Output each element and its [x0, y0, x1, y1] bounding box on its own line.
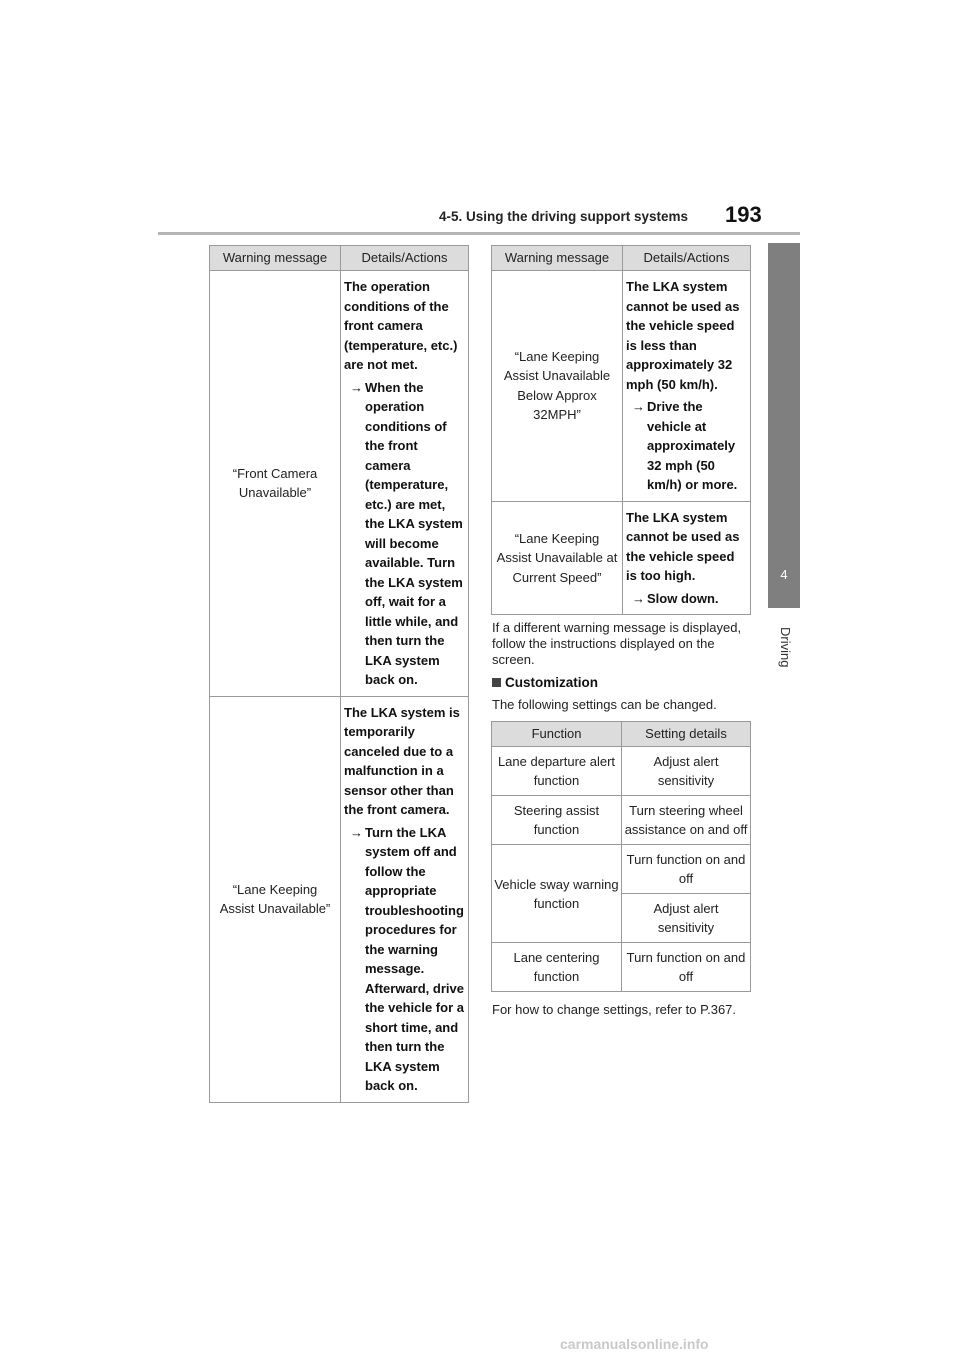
details-actions: [341, 271, 469, 697]
warning-message: “Lane Keeping Assist Unavailable Below Approx 32MPH”: [492, 271, 623, 502]
arrow-icon: →: [350, 379, 363, 395]
chapter-number: 4: [780, 567, 788, 582]
table-header-row: [210, 246, 469, 271]
detail-text: The LKA system is temporarily canceled due to a malfunction in a sensor other than the front camera.: [344, 704, 460, 817]
action-item: [626, 589, 746, 609]
warning-message: “Front Camera Unavailable”: [210, 271, 341, 697]
warning-message: “Lane Keeping Assist Unavailable”: [210, 696, 341, 1102]
arrow-icon: →: [632, 399, 645, 414]
table-row: [492, 271, 751, 502]
header-divider: [158, 232, 800, 235]
watermark: carmanualsonline.info: [560, 1336, 709, 1352]
table-row: [210, 271, 469, 697]
setting-cell: Adjust alert sensitivity: [622, 894, 751, 943]
action-text: Drive the vehicle at approximately 32 mph (50 km/h) or more.: [647, 399, 738, 492]
action-text: When the operation conditions of the front camera (temperature, etc.) are met, the LKA system will become available. Turn the LKA system off, wait for a little while, and then turn the LKA system back on.: [365, 379, 463, 687]
table-row: [492, 747, 751, 796]
page-number: 193: [725, 202, 762, 227]
warning-message: “Lane Keeping Assist Unavailable at Current Speed”: [492, 501, 623, 615]
chapter-tab-box: [768, 243, 800, 608]
arrow-icon: →: [632, 590, 645, 606]
table-row: [492, 845, 751, 894]
setting-cell: Adjust alert sensitivity: [622, 747, 751, 796]
warning-table-left: [209, 245, 469, 1103]
function-cell: Steering assist function: [492, 796, 622, 845]
warning-table-right: [491, 245, 751, 615]
column-header: Warning message: [210, 246, 341, 271]
column-header: Details/Actions: [341, 246, 469, 271]
intro-text: The following settings can be changed.: [492, 697, 717, 712]
function-cell: Lane departure alert function: [492, 747, 622, 796]
table-header-row: [492, 246, 751, 271]
details-actions: [341, 696, 469, 1102]
footnote-text: For how to change settings, refer to P.367.: [492, 1002, 737, 1017]
details-actions: [623, 501, 751, 615]
section-heading: [492, 675, 598, 690]
chapter-label: Driving: [778, 627, 793, 668]
setting-cell: Turn steering wheel assistance on and off: [622, 796, 751, 845]
table-row: [210, 696, 469, 1102]
section-heading-text: Customization: [505, 675, 598, 690]
table-row: [492, 796, 751, 845]
setting-cell: Turn function on and off: [622, 845, 751, 894]
column-header: Function: [492, 722, 622, 747]
column-header: Warning message: [492, 246, 623, 271]
table-header-row: [492, 722, 751, 747]
table-row: [492, 943, 751, 992]
settings-table: [491, 721, 751, 992]
detail-text: The LKA system cannot be used as the vehicle speed is too high.: [626, 509, 740, 583]
action-item: [626, 397, 746, 495]
note-text: If a different warning message is displayed, follow the instructions displayed on the screen.: [492, 620, 742, 667]
detail-text: The operation conditions of the front camera (temperature, etc.) are not met.: [344, 279, 458, 372]
arrow-icon: →: [350, 824, 363, 840]
column-header: Setting details: [622, 722, 751, 747]
details-actions: [623, 271, 751, 502]
function-cell: Vehicle sway warning function: [492, 845, 622, 943]
action-text: Turn the LKA system off and follow the appropriate troubleshooting procedures for the warning message. Afterward, drive the vehicle for a short time, and then turn the LKA system back on.: [365, 824, 464, 1093]
action-item: [344, 823, 464, 1096]
function-cell: Lane centering function: [492, 943, 622, 992]
table-row: [492, 501, 751, 615]
detail-text: The LKA system cannot be used as the vehicle speed is less than approximately 32 mph (50 km/h).: [626, 279, 740, 392]
action-text: Slow down.: [647, 590, 719, 606]
setting-cell: Turn function on and off: [622, 943, 751, 992]
chapter-tab: [768, 243, 800, 668]
square-bullet-icon: [492, 678, 501, 687]
column-header: Details/Actions: [623, 246, 751, 271]
action-item: [344, 378, 464, 690]
section-title: 4-5. Using the driving support systems: [438, 209, 688, 224]
